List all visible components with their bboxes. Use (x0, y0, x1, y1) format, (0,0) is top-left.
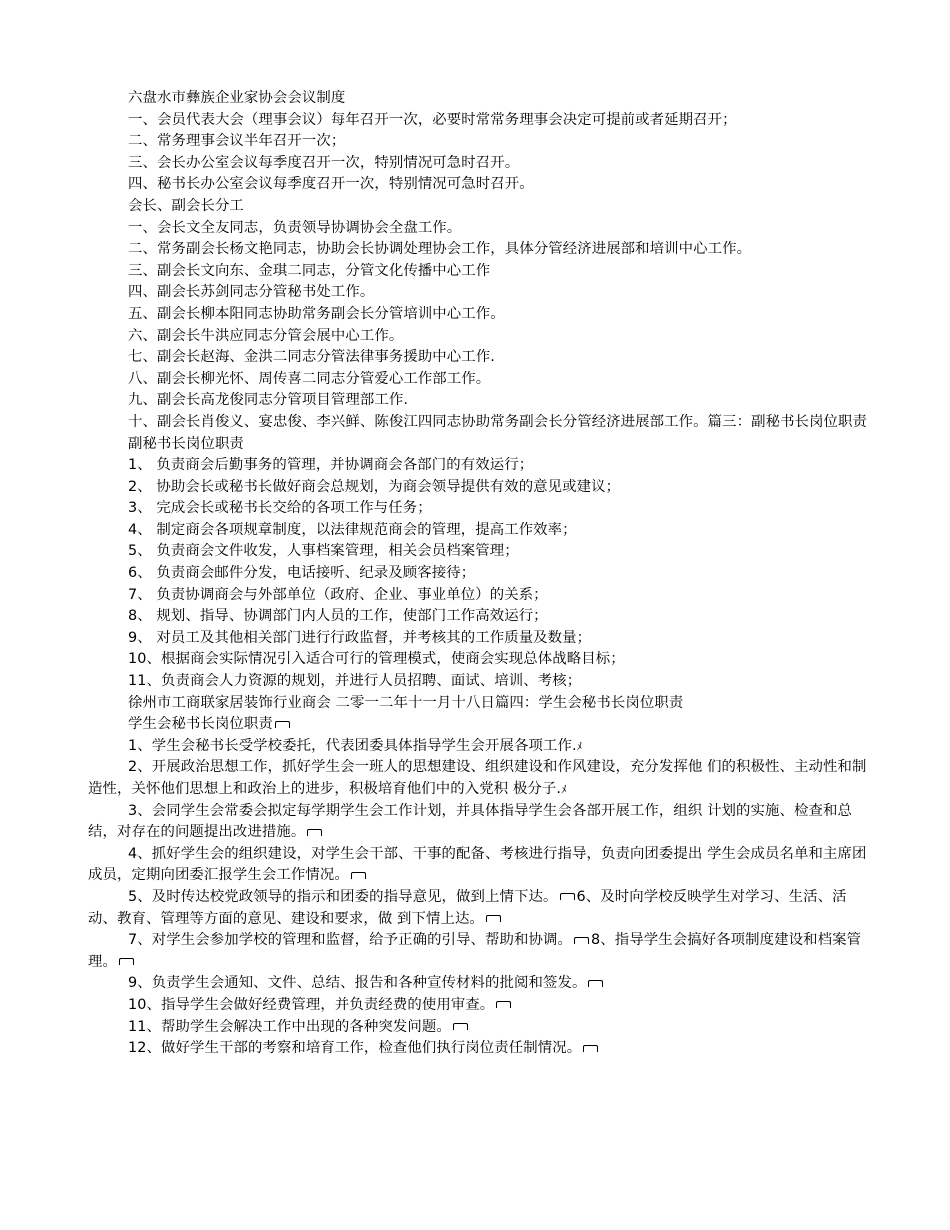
student-item-4-text: 4、抓好学生会的组织建设，对学生会干部、干事的配备、考核进行指导，负责向团委提出 学生会成员名单和主席团成员，定期向团委汇报学生会工作情况。 (88, 845, 867, 884)
division-item-7: 七、副会长赵海、金洪二同志分管法律事务援助中心工作. (128, 349, 495, 366)
document-page (88, 88, 868, 1060)
paragraph-mark-icon (453, 1023, 468, 1030)
student-item-12-text: 12、做好学生干部的考察和培育工作，检查他们执行岗位责任制情况。 (128, 1040, 582, 1057)
meeting-rule-3: 三、会长办公室会议每季度召开一次，特别情况可急时召开。 (128, 154, 520, 171)
meeting-rule-4: 四、秘书长办公室会议每季度召开一次，特别情况可急时召开。 (128, 176, 534, 193)
deputy-item-11: 11、负责商会人力资源的规划，并进行人员招聘、面试、培训、考核； (128, 673, 582, 690)
student-item-11 (88, 1017, 868, 1039)
signature-line: 徐州市工商联家居装饰行业商会 二零一二年十一月十八日篇四：学生会秘书长岗位职责 (128, 694, 684, 711)
division-item-4: 四、副会长苏剑同志分管秘书处工作。 (128, 284, 375, 301)
division-item-6: 六、副会长牛洪应同志分管会展中心工作。 (128, 327, 404, 344)
student-item-3 (88, 801, 868, 844)
student-item-2-text: 2、开展政治思想工作，抓好学生会一班人的思想建设、组织建设和作风建设，充分发挥他 们的积极性、主动性和制造性，关怀他们思想上和政治上的进步，积极培育他们中的入党积 极分子. (88, 759, 867, 797)
paragraph-mark-icon (351, 872, 366, 879)
document-title: 六盘水市彝族企业家协会会议制度 (128, 90, 346, 106)
tick-mark-icon: ﾒ (561, 783, 567, 796)
student-item-1-text: 1、学生会秘书长受学校委托，代表团委具体指导学生会开展各项工作. (128, 737, 577, 754)
student-item-11-text: 11、帮助学生会解决工作中出现的各种突发问题。 (128, 1018, 451, 1035)
deputy-item-1: 1、 负责商会后勤事务的管理，并协调商会各部门的有效运行； (128, 457, 534, 474)
student-item-3-text: 3、会同学生会常委会拟定每学期学生会工作计划，并具体指导学生会各部开展工作，组织 计划的实施、检查和总结，对存在的问题提出改进措施。 (88, 802, 852, 841)
student-item-10-text: 10、指导学生会做好经费管理，并负责经费的使用审查。 (128, 996, 495, 1013)
division-item-2: 二、常务副会长杨文艳同志，协助会长协调处理协会工作，具体分管经济进展部和培训中心工作。 (128, 241, 752, 258)
division-item-5: 五、副会长柳本阳同志协助常务副会长分管培训中心工作。 (128, 305, 505, 322)
student-item-10 (88, 995, 868, 1017)
student-item-9-text: 9、负责学生会通知、文件、总结、报告和各种宣传材料的批阅和签发。 (128, 975, 587, 992)
deputy-item-2: 2、 协助会长或秘书长做好商会总规划，为商会领导提供有效的意见或建议； (128, 478, 621, 495)
paragraph-mark-icon (560, 893, 575, 900)
division-item-1: 一、会长文全友同志，负责领导协调协会全盘工作。 (128, 219, 462, 236)
deputy-item-5: 5、 负责商会文件收发，人事档案管理，相关会员档案管理； (128, 543, 519, 560)
student-item-5-6 (88, 887, 868, 930)
deputy-item-4: 4、 制定商会各项规章制度，以法律规范商会的管理，提高工作效率； (128, 521, 577, 538)
paragraph-mark-icon (486, 915, 501, 922)
deputy-item-10: 10、根据商会实际情况引入适合可行的管理模式，使商会实现总体战略目标； (128, 651, 625, 668)
deputy-heading: 副秘书长岗位职责 (128, 435, 244, 452)
student-item-4 (88, 844, 868, 887)
division-item-10: 十、副会长肖俊义、宴忠俊、李兴鲜、陈俊江四同志协助常务副会长分管经济进展部工作。篇三：副秘书长岗位职责 (128, 413, 868, 430)
division-item-8: 八、副会长柳光怀、周传喜二同志分管爱心工作部工作。 (128, 370, 491, 387)
paragraph-mark-icon (574, 937, 589, 944)
paragraph-mark-icon (583, 1045, 598, 1052)
paragraph-mark-icon (119, 958, 134, 965)
deputy-item-9: 9、 对员工及其他相关部门进行行政监督，并考核其的工作质量及数量； (128, 629, 592, 646)
student-item-5-text: 5、及时传达校党政领导的指示和团委的指导意见，做到上情下达。 (128, 888, 558, 905)
deputy-item-7: 7、 负责协调商会与外部单位（政府、企业、事业单位）的关系； (128, 586, 548, 603)
student-heading: 学生会秘书长岗位职责 (128, 716, 273, 733)
tick-mark-icon: ﾒ (576, 739, 583, 753)
deputy-item-8: 8、 规划、指导、协调部门内人员的工作，使部门工作高效运行； (128, 608, 548, 625)
deputy-item-6: 6、 负责商会邮件分发，电话接听、纪录及顾客接待； (128, 565, 476, 582)
paragraph-mark-icon (307, 829, 322, 836)
student-item-1 (88, 736, 868, 758)
meeting-rule-1: 一、会员代表大会（理事会议）每年召开一次，必要时常常务理事会决定可提前或者延期召开； (128, 111, 737, 128)
student-item-8-text: 8、指导学生会搞好各项制度建设和档案管理。 (88, 932, 862, 970)
student-item-6-text: 6、及时向学校反映学生对学习、生活、活动、教育、管理等方面的意见、建设和要求，做 到下情上达。 (88, 888, 847, 927)
student-item-7-8 (88, 930, 868, 973)
division-item-3: 三、副会长文向东、金琪二同志，分管文化传播中心工作 (128, 262, 491, 279)
division-heading: 会长、副会长分工 (128, 197, 244, 214)
student-item-7-text: 7、对学生会参加学校的管理和监督，给予正确的引导、帮助和协调。 (128, 932, 572, 949)
meeting-rule-2: 二、常务理事会议半年召开一次； (128, 133, 346, 150)
student-heading-row (88, 714, 868, 736)
paragraph-mark-icon (496, 1001, 511, 1008)
student-item-12 (88, 1038, 868, 1060)
paragraph-mark-icon (275, 721, 290, 728)
student-item-9 (88, 973, 868, 995)
division-item-9: 九、副会长高龙俊同志分管项目管理部工作. (128, 392, 408, 409)
deputy-item-3: 3、 完成会长或秘书长交给的各项工作与任务； (128, 500, 432, 517)
paragraph-mark-icon (588, 980, 603, 987)
student-item-2 (88, 757, 868, 800)
